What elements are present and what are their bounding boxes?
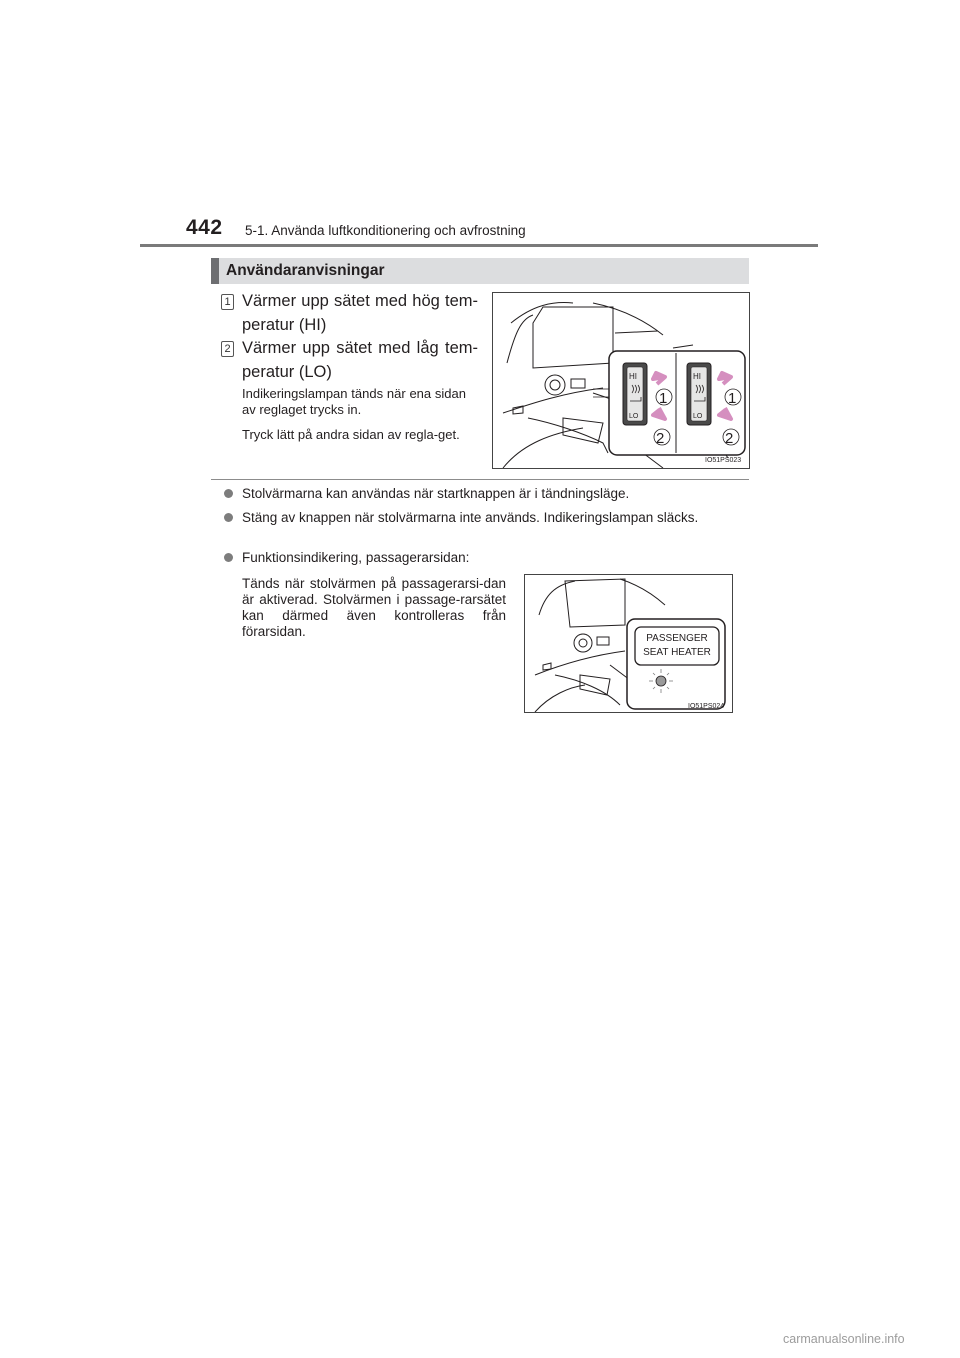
- header-rule: [140, 244, 818, 247]
- seat-heater-switch-figure: [492, 292, 750, 469]
- bullet-dot-icon: [224, 513, 233, 522]
- callout-2-right: 2: [725, 430, 734, 447]
- left-switch-hi: HI: [629, 372, 637, 381]
- section-accent-bar: [211, 258, 219, 284]
- item-number-1: 1: [221, 294, 234, 310]
- figure-1-code: IO51PS023: [705, 457, 742, 464]
- note-indicator: Indikeringslampan tänds när ena sidan av reglaget trycks in.: [242, 386, 466, 417]
- item-1-text: Värmer upp sätet med hög tem-peratur (HI): [242, 292, 478, 334]
- passenger-indicator-figure: [524, 574, 733, 713]
- callout-1-right: 1: [728, 390, 737, 407]
- chapter-title: 5-1. Använda luftkonditionering och avfrostning: [245, 223, 526, 238]
- bullet-item-1: [224, 486, 749, 502]
- page-number: 442: [186, 216, 223, 239]
- section-separator: [211, 479, 749, 480]
- passenger-label-line1: PASSENGER: [646, 633, 708, 644]
- callout-1-left: 1: [659, 390, 668, 407]
- bullet-item-2: [224, 510, 749, 526]
- right-switch-hi: HI: [693, 372, 701, 381]
- passenger-indicator-text: Tänds när stolvärmen på passagerarsi-dan är aktiverad. Stolvärmen i passage-rarsätet kan därmed även kontrolleras från förarsidan.: [242, 576, 506, 639]
- bullet-dot-icon: [224, 489, 233, 498]
- bullet-dot-icon: [224, 553, 233, 562]
- footer-watermark: carmanualsonline.info: [783, 1332, 905, 1346]
- bullet-text-1: Stolvärmarna kan användas när startknappen är i tändningsläge.: [242, 486, 630, 501]
- section-title: Användaranvisningar: [226, 262, 385, 279]
- bullet-item-3: [224, 550, 749, 566]
- right-switch-lo: LO: [693, 413, 703, 420]
- bullet-text-3: Funktionsindikering, passagerarsidan:: [242, 550, 470, 565]
- seat-heater-switch-illustration: [493, 293, 749, 468]
- passenger-label-line2: SEAT HEATER: [643, 647, 711, 658]
- item-number-2: 2: [221, 341, 234, 357]
- left-switch-lo: LO: [629, 413, 639, 420]
- bullet-text-2: Stäng av knappen när stolvärmarna inte används. Indikeringslampan släcks.: [242, 510, 699, 525]
- note-press: Tryck lätt på andra sidan av regla-get.: [242, 427, 460, 442]
- passenger-indicator-illustration: [525, 575, 732, 712]
- figure-2-code: IO51PS024: [688, 703, 725, 710]
- item-2-text: Värmer upp sätet med låg tem-peratur (LO): [242, 339, 478, 381]
- section-heading: [211, 258, 749, 284]
- callout-2-left: 2: [656, 430, 665, 447]
